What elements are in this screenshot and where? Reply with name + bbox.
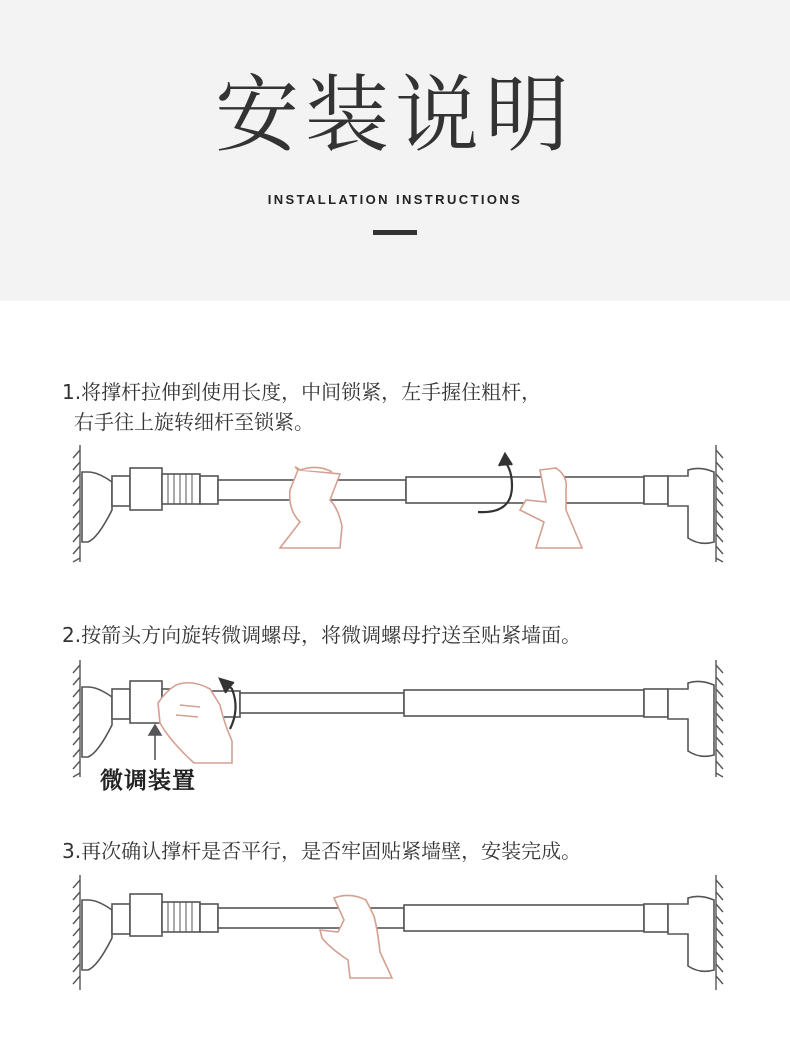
adjust-nut-icon — [130, 894, 162, 936]
adjust-nut-icon — [130, 468, 162, 510]
wall-hatch-icon — [73, 660, 80, 777]
suction-cup-icon — [668, 681, 714, 756]
step-1-text — [62, 377, 541, 437]
wall-hatch-icon — [73, 875, 80, 990]
suction-cup-icon — [668, 896, 714, 971]
wall-hatch-icon — [716, 875, 723, 990]
title-divider — [373, 230, 417, 235]
step-3-line1: 3.再次确认撑杆是否平行，是否牢固贴紧墙壁，安装完成。 — [62, 839, 582, 863]
wall-hatch-icon — [716, 660, 723, 777]
suction-cup-icon — [668, 468, 714, 543]
suction-cup-icon — [82, 687, 112, 757]
step-1-line2: 右手往上旋转细杆至锁紧。 — [74, 410, 314, 434]
pointer-arrow-icon — [149, 725, 161, 760]
wall-hatch-icon — [716, 445, 723, 562]
step-2-line1: 2.按箭头方向旋转微调螺母，将微调螺母拧送至贴紧墙面。 — [62, 623, 582, 647]
suction-cup-icon — [82, 900, 112, 970]
page-title: 安装说明 — [214, 66, 575, 164]
step-1-line1: 1.将撑杆拉伸到使用长度，中间锁紧，左手握住粗杆， — [62, 380, 542, 404]
hand-icon — [280, 467, 342, 548]
fine-adjust-label: 微调装置 — [100, 768, 196, 794]
adjust-nut-icon — [130, 681, 162, 723]
wall-hatch-icon — [73, 445, 80, 562]
header-banner — [0, 0, 790, 301]
page-subtitle: INSTALLATION INSTRUCTIONS — [267, 192, 523, 207]
suction-cup-icon — [82, 472, 112, 542]
step-3-diagram — [0, 860, 790, 1010]
step-1-diagram — [0, 430, 790, 580]
